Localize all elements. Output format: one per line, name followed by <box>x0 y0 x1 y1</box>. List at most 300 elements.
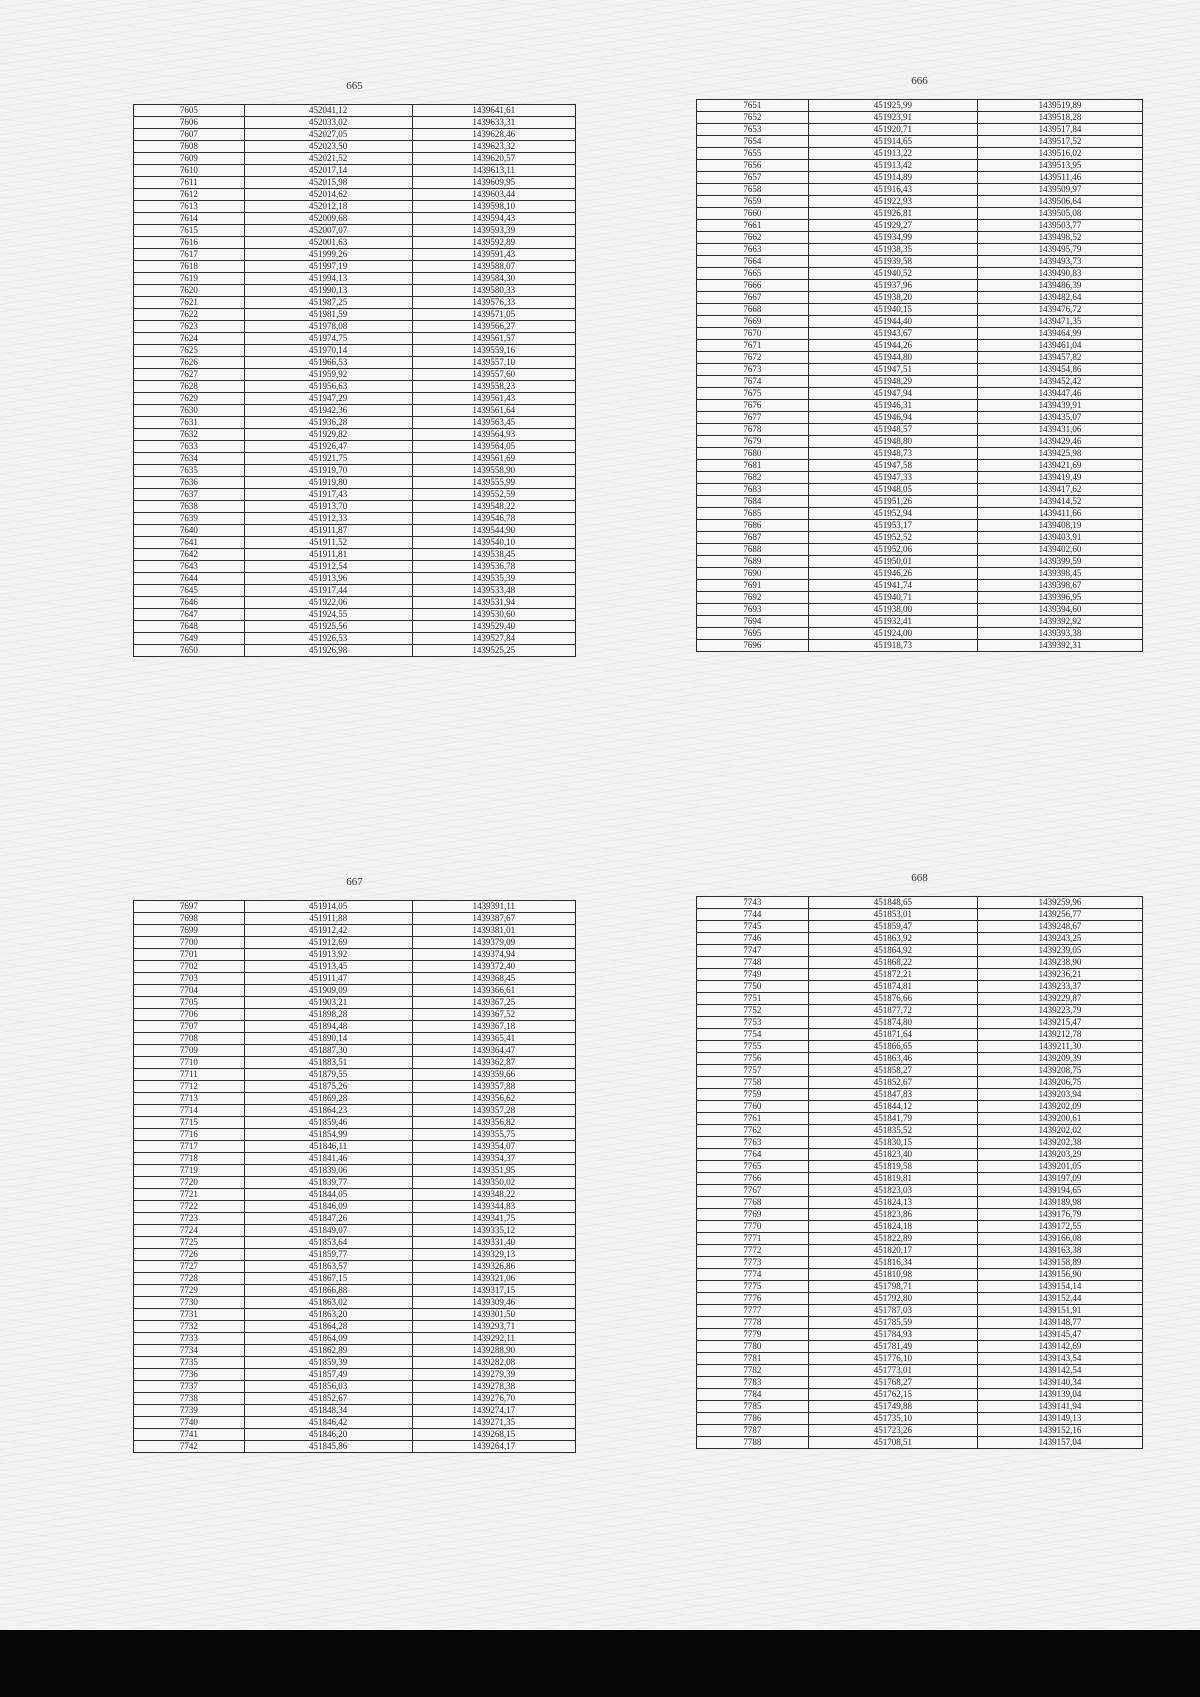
table-row <box>134 489 576 501</box>
x-coordinate-cell: 451857,49 <box>244 1369 412 1381</box>
point-number-cell: 7723 <box>134 1213 245 1225</box>
point-number-cell: 7634 <box>134 453 245 465</box>
table-row <box>697 921 1143 933</box>
table-row <box>697 256 1143 268</box>
x-coordinate-cell: 451950,01 <box>808 556 977 568</box>
table-row <box>697 376 1143 388</box>
point-number-cell: 7762 <box>697 1125 809 1137</box>
point-number-cell: 7771 <box>697 1233 809 1245</box>
x-coordinate-cell: 452033,02 <box>244 117 412 129</box>
x-coordinate-cell: 452001,63 <box>244 237 412 249</box>
point-number-cell: 7733 <box>134 1333 245 1345</box>
x-coordinate-cell: 451944,26 <box>808 340 977 352</box>
y-coordinate-cell: 1439223,79 <box>978 1005 1143 1017</box>
table-row <box>697 1101 1143 1113</box>
point-number-cell: 7674 <box>697 376 809 388</box>
table-row <box>134 1057 576 1069</box>
point-number-cell: 7703 <box>134 973 245 985</box>
table-row <box>134 201 576 213</box>
table-row <box>134 1033 576 1045</box>
point-number-cell: 7671 <box>697 340 809 352</box>
point-number-cell: 7616 <box>134 237 245 249</box>
x-coordinate-cell: 451946,31 <box>808 400 977 412</box>
point-number-cell: 7657 <box>697 172 809 184</box>
table-row <box>134 105 576 117</box>
point-number-cell: 7730 <box>134 1297 245 1309</box>
x-coordinate-cell: 451932,41 <box>808 616 977 628</box>
x-coordinate-cell: 451913,70 <box>244 501 412 513</box>
table-row <box>697 945 1143 957</box>
table-row <box>697 1317 1143 1329</box>
point-number-cell: 7651 <box>697 100 809 112</box>
point-number-cell: 7645 <box>134 585 245 597</box>
point-number-cell: 7650 <box>134 645 245 657</box>
y-coordinate-cell: 1439540,10 <box>412 537 575 549</box>
x-coordinate-cell: 451925,99 <box>808 100 977 112</box>
x-coordinate-cell: 451947,94 <box>808 388 977 400</box>
table-row <box>697 268 1143 280</box>
point-number-cell: 7702 <box>134 961 245 973</box>
point-number-cell: 7729 <box>134 1285 245 1297</box>
table-row <box>697 1353 1143 1365</box>
x-coordinate-cell: 451920,71 <box>808 124 977 136</box>
x-coordinate-cell: 451912,69 <box>244 937 412 949</box>
y-coordinate-cell: 1439393,38 <box>978 628 1143 640</box>
table-row <box>134 973 576 985</box>
point-number-cell: 7667 <box>697 292 809 304</box>
point-number-cell: 7605 <box>134 105 245 117</box>
point-number-cell: 7724 <box>134 1225 245 1237</box>
y-coordinate-cell: 1439482,64 <box>978 292 1143 304</box>
x-coordinate-cell: 451926,47 <box>244 441 412 453</box>
table-row <box>134 189 576 201</box>
table-row <box>697 1149 1143 1161</box>
x-coordinate-cell: 451839,06 <box>244 1165 412 1177</box>
x-coordinate-cell: 451953,17 <box>808 520 977 532</box>
x-coordinate-cell: 451859,46 <box>244 1117 412 1129</box>
x-coordinate-cell: 451841,79 <box>808 1113 977 1125</box>
table-row <box>134 1357 576 1369</box>
point-number-cell: 7737 <box>134 1381 245 1393</box>
table-row <box>697 1161 1143 1173</box>
x-coordinate-cell: 451966,53 <box>244 357 412 369</box>
y-coordinate-cell: 1439236,21 <box>978 969 1143 981</box>
table-row <box>697 1437 1143 1449</box>
point-number-cell: 7630 <box>134 405 245 417</box>
point-number-cell: 7786 <box>697 1413 809 1425</box>
table-row <box>697 1173 1143 1185</box>
y-coordinate-cell: 1439561,57 <box>412 333 575 345</box>
x-coordinate-cell: 451948,80 <box>808 436 977 448</box>
y-coordinate-cell: 1439229,87 <box>978 993 1143 1005</box>
y-coordinate-cell: 1439203,94 <box>978 1089 1143 1101</box>
y-coordinate-cell: 1439439,91 <box>978 400 1143 412</box>
x-coordinate-cell: 452017,14 <box>244 165 412 177</box>
x-coordinate-cell: 451940,71 <box>808 592 977 604</box>
x-coordinate-cell: 451871,64 <box>808 1029 977 1041</box>
table-row <box>134 465 576 477</box>
point-number-cell: 7701 <box>134 949 245 961</box>
point-number-cell: 7763 <box>697 1137 809 1149</box>
point-number-cell: 7622 <box>134 309 245 321</box>
table-row <box>134 225 576 237</box>
x-coordinate-cell: 451768,27 <box>808 1377 977 1389</box>
y-coordinate-cell: 1439233,37 <box>978 981 1143 993</box>
x-coordinate-cell: 451784,93 <box>808 1329 977 1341</box>
point-number-cell: 7613 <box>134 201 245 213</box>
point-number-cell: 7625 <box>134 345 245 357</box>
x-coordinate-cell: 451863,02 <box>244 1297 412 1309</box>
x-coordinate-cell: 451916,43 <box>808 184 977 196</box>
point-number-cell: 7757 <box>697 1065 809 1077</box>
x-coordinate-cell: 451947,29 <box>244 393 412 405</box>
y-coordinate-cell: 1439620,57 <box>412 153 575 165</box>
point-number-cell: 7646 <box>134 597 245 609</box>
point-number-cell: 7767 <box>697 1185 809 1197</box>
table-row <box>134 913 576 925</box>
point-number-cell: 7775 <box>697 1281 809 1293</box>
table-row <box>697 592 1143 604</box>
y-coordinate-cell: 1439517,52 <box>978 136 1143 148</box>
x-coordinate-cell: 451847,26 <box>244 1213 412 1225</box>
y-coordinate-cell: 1439555,99 <box>412 477 575 489</box>
x-coordinate-cell: 451847,83 <box>808 1089 977 1101</box>
table-row <box>697 1269 1143 1281</box>
y-coordinate-cell: 1439276,70 <box>412 1393 575 1405</box>
x-coordinate-cell: 451912,42 <box>244 925 412 937</box>
y-coordinate-cell: 1439248,67 <box>978 921 1143 933</box>
point-number-cell: 7649 <box>134 633 245 645</box>
table-row <box>697 1365 1143 1377</box>
x-coordinate-cell: 451844,12 <box>808 1101 977 1113</box>
x-coordinate-cell: 451912,54 <box>244 561 412 573</box>
table-row <box>134 345 576 357</box>
y-coordinate-cell: 1439398,67 <box>978 580 1143 592</box>
y-coordinate-cell: 1439564,93 <box>412 429 575 441</box>
point-number-cell: 7668 <box>697 304 809 316</box>
table-row <box>697 460 1143 472</box>
y-coordinate-cell: 1439157,04 <box>978 1437 1143 1449</box>
table-row <box>697 520 1143 532</box>
table-row <box>697 1185 1143 1197</box>
point-number-cell: 7781 <box>697 1353 809 1365</box>
y-coordinate-cell: 1439151,91 <box>978 1305 1143 1317</box>
table-row <box>697 184 1143 196</box>
point-number-cell: 7694 <box>697 616 809 628</box>
x-coordinate-cell: 451952,52 <box>808 532 977 544</box>
y-coordinate-cell: 1439259,96 <box>978 897 1143 909</box>
point-number-cell: 7608 <box>134 141 245 153</box>
point-number-cell: 7685 <box>697 508 809 520</box>
y-coordinate-cell: 1439563,45 <box>412 417 575 429</box>
x-coordinate-cell: 451944,40 <box>808 316 977 328</box>
x-coordinate-cell: 451917,43 <box>244 489 412 501</box>
coordinates-table <box>696 896 1143 1449</box>
x-coordinate-cell: 451948,57 <box>808 424 977 436</box>
point-number-cell: 7740 <box>134 1417 245 1429</box>
y-coordinate-cell: 1439506,64 <box>978 196 1143 208</box>
y-coordinate-cell: 1439546,78 <box>412 513 575 525</box>
y-coordinate-cell: 1439471,35 <box>978 316 1143 328</box>
y-coordinate-cell: 1439176,79 <box>978 1209 1143 1221</box>
y-coordinate-cell: 1439189,98 <box>978 1197 1143 1209</box>
point-number-cell: 7664 <box>697 256 809 268</box>
x-coordinate-cell: 451890,14 <box>244 1033 412 1045</box>
x-coordinate-cell: 451708,51 <box>808 1437 977 1449</box>
point-number-cell: 7746 <box>697 933 809 945</box>
y-coordinate-cell: 1439505,08 <box>978 208 1143 220</box>
y-coordinate-cell: 1439238,90 <box>978 957 1143 969</box>
y-coordinate-cell: 1439321,06 <box>412 1273 575 1285</box>
y-coordinate-cell: 1439206,75 <box>978 1077 1143 1089</box>
y-coordinate-cell: 1439256,77 <box>978 909 1143 921</box>
point-number-cell: 7695 <box>697 628 809 640</box>
point-number-cell: 7708 <box>134 1033 245 1045</box>
x-coordinate-cell: 451823,86 <box>808 1209 977 1221</box>
point-number-cell: 7765 <box>697 1161 809 1173</box>
y-coordinate-cell: 1439335,12 <box>412 1225 575 1237</box>
x-coordinate-cell: 451879,55 <box>244 1069 412 1081</box>
table-row <box>134 117 576 129</box>
point-number-cell: 7721 <box>134 1189 245 1201</box>
y-coordinate-cell: 1439142,69 <box>978 1341 1143 1353</box>
y-coordinate-cell: 1439141,94 <box>978 1401 1143 1413</box>
x-coordinate-cell: 451867,15 <box>244 1273 412 1285</box>
table-row <box>134 165 576 177</box>
x-coordinate-cell: 451874,81 <box>808 981 977 993</box>
point-number-cell: 7656 <box>697 160 809 172</box>
x-coordinate-cell: 451924,00 <box>808 628 977 640</box>
x-coordinate-cell: 451913,45 <box>244 961 412 973</box>
point-number-cell: 7666 <box>697 280 809 292</box>
y-coordinate-cell: 1439527,84 <box>412 633 575 645</box>
y-coordinate-cell: 1439594,43 <box>412 213 575 225</box>
point-number-cell: 7673 <box>697 364 809 376</box>
point-number-cell: 7644 <box>134 573 245 585</box>
x-coordinate-cell: 451903,21 <box>244 997 412 1009</box>
table-row <box>134 213 576 225</box>
table-row <box>134 1105 576 1117</box>
y-coordinate-cell: 1439341,75 <box>412 1213 575 1225</box>
y-coordinate-cell: 1439429,46 <box>978 436 1143 448</box>
y-coordinate-cell: 1439536,78 <box>412 561 575 573</box>
y-coordinate-cell: 1439350,02 <box>412 1177 575 1189</box>
point-number-cell: 7709 <box>134 1045 245 1057</box>
y-coordinate-cell: 1439152,16 <box>978 1425 1143 1437</box>
table-row <box>697 244 1143 256</box>
point-number-cell: 7706 <box>134 1009 245 1021</box>
y-coordinate-cell: 1439367,18 <box>412 1021 575 1033</box>
y-coordinate-cell: 1439495,79 <box>978 244 1143 256</box>
y-coordinate-cell: 1439356,62 <box>412 1093 575 1105</box>
point-number-cell: 7772 <box>697 1245 809 1257</box>
x-coordinate-cell: 451868,22 <box>808 957 977 969</box>
x-coordinate-cell: 451862,89 <box>244 1345 412 1357</box>
point-number-cell: 7732 <box>134 1321 245 1333</box>
table-row <box>134 961 576 973</box>
table-row <box>697 232 1143 244</box>
x-coordinate-cell: 451852,67 <box>244 1393 412 1405</box>
table-row <box>697 1125 1143 1137</box>
point-number-cell: 7652 <box>697 112 809 124</box>
x-coordinate-cell: 451863,57 <box>244 1261 412 1273</box>
y-coordinate-cell: 1439558,90 <box>412 465 575 477</box>
y-coordinate-cell: 1439503,77 <box>978 220 1143 232</box>
x-coordinate-cell: 451959,92 <box>244 369 412 381</box>
table-row <box>134 153 576 165</box>
table-row <box>134 1069 576 1081</box>
y-coordinate-cell: 1439357,28 <box>412 1105 575 1117</box>
x-coordinate-cell: 451940,52 <box>808 268 977 280</box>
y-coordinate-cell: 1439156,90 <box>978 1269 1143 1281</box>
table-row <box>134 333 576 345</box>
point-number-cell: 7747 <box>697 945 809 957</box>
point-number-cell: 7761 <box>697 1113 809 1125</box>
table-row <box>697 1053 1143 1065</box>
y-coordinate-cell: 1439301,50 <box>412 1309 575 1321</box>
table-row <box>697 897 1143 909</box>
point-number-cell: 7712 <box>134 1081 245 1093</box>
table-row <box>697 957 1143 969</box>
x-coordinate-cell: 451823,40 <box>808 1149 977 1161</box>
table-row <box>697 280 1143 292</box>
table-row <box>134 937 576 949</box>
table-row <box>134 249 576 261</box>
y-coordinate-cell: 1439309,46 <box>412 1297 575 1309</box>
y-coordinate-cell: 1439533,48 <box>412 585 575 597</box>
x-coordinate-cell: 451859,39 <box>244 1357 412 1369</box>
x-coordinate-cell: 451952,06 <box>808 544 977 556</box>
y-coordinate-cell: 1439381,01 <box>412 925 575 937</box>
table-row <box>134 297 576 309</box>
x-coordinate-cell: 451911,81 <box>244 549 412 561</box>
table-row <box>134 1237 576 1249</box>
table-row <box>697 1377 1143 1389</box>
table-row <box>697 1137 1143 1149</box>
point-number-cell: 7785 <box>697 1401 809 1413</box>
y-coordinate-cell: 1439202,02 <box>978 1125 1143 1137</box>
x-coordinate-cell: 451776,10 <box>808 1353 977 1365</box>
table-row <box>697 1221 1143 1233</box>
y-coordinate-cell: 1439421,69 <box>978 460 1143 472</box>
point-number-cell: 7627 <box>134 369 245 381</box>
table-row <box>697 100 1143 112</box>
point-number-cell: 7628 <box>134 381 245 393</box>
table-row <box>134 1285 576 1297</box>
x-coordinate-cell: 451852,67 <box>808 1077 977 1089</box>
table-row <box>134 549 576 561</box>
x-coordinate-cell: 451911,47 <box>244 973 412 985</box>
y-coordinate-cell: 1439517,84 <box>978 124 1143 136</box>
table-row <box>134 309 576 321</box>
y-coordinate-cell: 1439609,95 <box>412 177 575 189</box>
point-number-cell: 7611 <box>134 177 245 189</box>
y-coordinate-cell: 1439561,64 <box>412 405 575 417</box>
point-number-cell: 7722 <box>134 1201 245 1213</box>
y-coordinate-cell: 1439464,99 <box>978 328 1143 340</box>
table-row <box>134 1345 576 1357</box>
y-coordinate-cell: 1439148,77 <box>978 1317 1143 1329</box>
point-number-cell: 7618 <box>134 261 245 273</box>
x-coordinate-cell: 451846,42 <box>244 1417 412 1429</box>
table-row <box>697 1029 1143 1041</box>
point-number-cell: 7714 <box>134 1105 245 1117</box>
table-row <box>697 436 1143 448</box>
table-row <box>697 1341 1143 1353</box>
y-coordinate-cell: 1439623,32 <box>412 141 575 153</box>
x-coordinate-cell: 451844,05 <box>244 1189 412 1201</box>
table-row <box>134 321 576 333</box>
x-coordinate-cell: 451929,82 <box>244 429 412 441</box>
x-coordinate-cell: 452041,12 <box>244 105 412 117</box>
table-row <box>697 981 1143 993</box>
table-row <box>134 477 576 489</box>
point-number-cell: 7698 <box>134 913 245 925</box>
point-number-cell: 7720 <box>134 1177 245 1189</box>
table-row <box>134 901 576 913</box>
x-coordinate-cell: 451926,98 <box>244 645 412 657</box>
point-number-cell: 7705 <box>134 997 245 1009</box>
y-coordinate-cell: 1439202,09 <box>978 1101 1143 1113</box>
y-coordinate-cell: 1439411,66 <box>978 508 1143 520</box>
point-number-cell: 7704 <box>134 985 245 997</box>
x-coordinate-cell: 451898,28 <box>244 1009 412 1021</box>
table-row <box>134 1045 576 1057</box>
x-coordinate-cell: 452027,05 <box>244 129 412 141</box>
point-number-cell: 7769 <box>697 1209 809 1221</box>
x-coordinate-cell: 451848,34 <box>244 1405 412 1417</box>
table-row <box>697 484 1143 496</box>
table-row <box>697 1245 1143 1257</box>
point-number-cell: 7631 <box>134 417 245 429</box>
point-number-cell: 7749 <box>697 969 809 981</box>
y-coordinate-cell: 1439163,38 <box>978 1245 1143 1257</box>
table-row <box>697 568 1143 580</box>
point-number-cell: 7688 <box>697 544 809 556</box>
point-number-cell: 7642 <box>134 549 245 561</box>
x-coordinate-cell: 451922,06 <box>244 597 412 609</box>
point-number-cell: 7700 <box>134 937 245 949</box>
y-coordinate-cell: 1439588,07 <box>412 261 575 273</box>
point-number-cell: 7734 <box>134 1345 245 1357</box>
table-row <box>134 1381 576 1393</box>
y-coordinate-cell: 1439435,07 <box>978 412 1143 424</box>
point-number-cell: 7741 <box>134 1429 245 1441</box>
point-number-cell: 7641 <box>134 537 245 549</box>
x-coordinate-cell: 451824,13 <box>808 1197 977 1209</box>
y-coordinate-cell: 1439355,75 <box>412 1129 575 1141</box>
y-coordinate-cell: 1439509,97 <box>978 184 1143 196</box>
point-number-cell: 7696 <box>697 640 809 652</box>
x-coordinate-cell: 451887,30 <box>244 1045 412 1057</box>
x-coordinate-cell: 451853,01 <box>808 909 977 921</box>
x-coordinate-cell: 451848,65 <box>808 897 977 909</box>
x-coordinate-cell: 451877,72 <box>808 1005 977 1017</box>
point-number-cell: 7681 <box>697 460 809 472</box>
point-number-cell: 7675 <box>697 388 809 400</box>
y-coordinate-cell: 1439392,31 <box>978 640 1143 652</box>
y-coordinate-cell: 1439613,11 <box>412 165 575 177</box>
table-row <box>134 417 576 429</box>
point-number-cell: 7665 <box>697 268 809 280</box>
y-coordinate-cell: 1439194,65 <box>978 1185 1143 1197</box>
y-coordinate-cell: 1439633,31 <box>412 117 575 129</box>
x-coordinate-cell: 452021,52 <box>244 153 412 165</box>
x-coordinate-cell: 451874,80 <box>808 1017 977 1029</box>
table-row <box>134 1201 576 1213</box>
table-row <box>134 1165 576 1177</box>
y-coordinate-cell: 1439201,05 <box>978 1161 1143 1173</box>
